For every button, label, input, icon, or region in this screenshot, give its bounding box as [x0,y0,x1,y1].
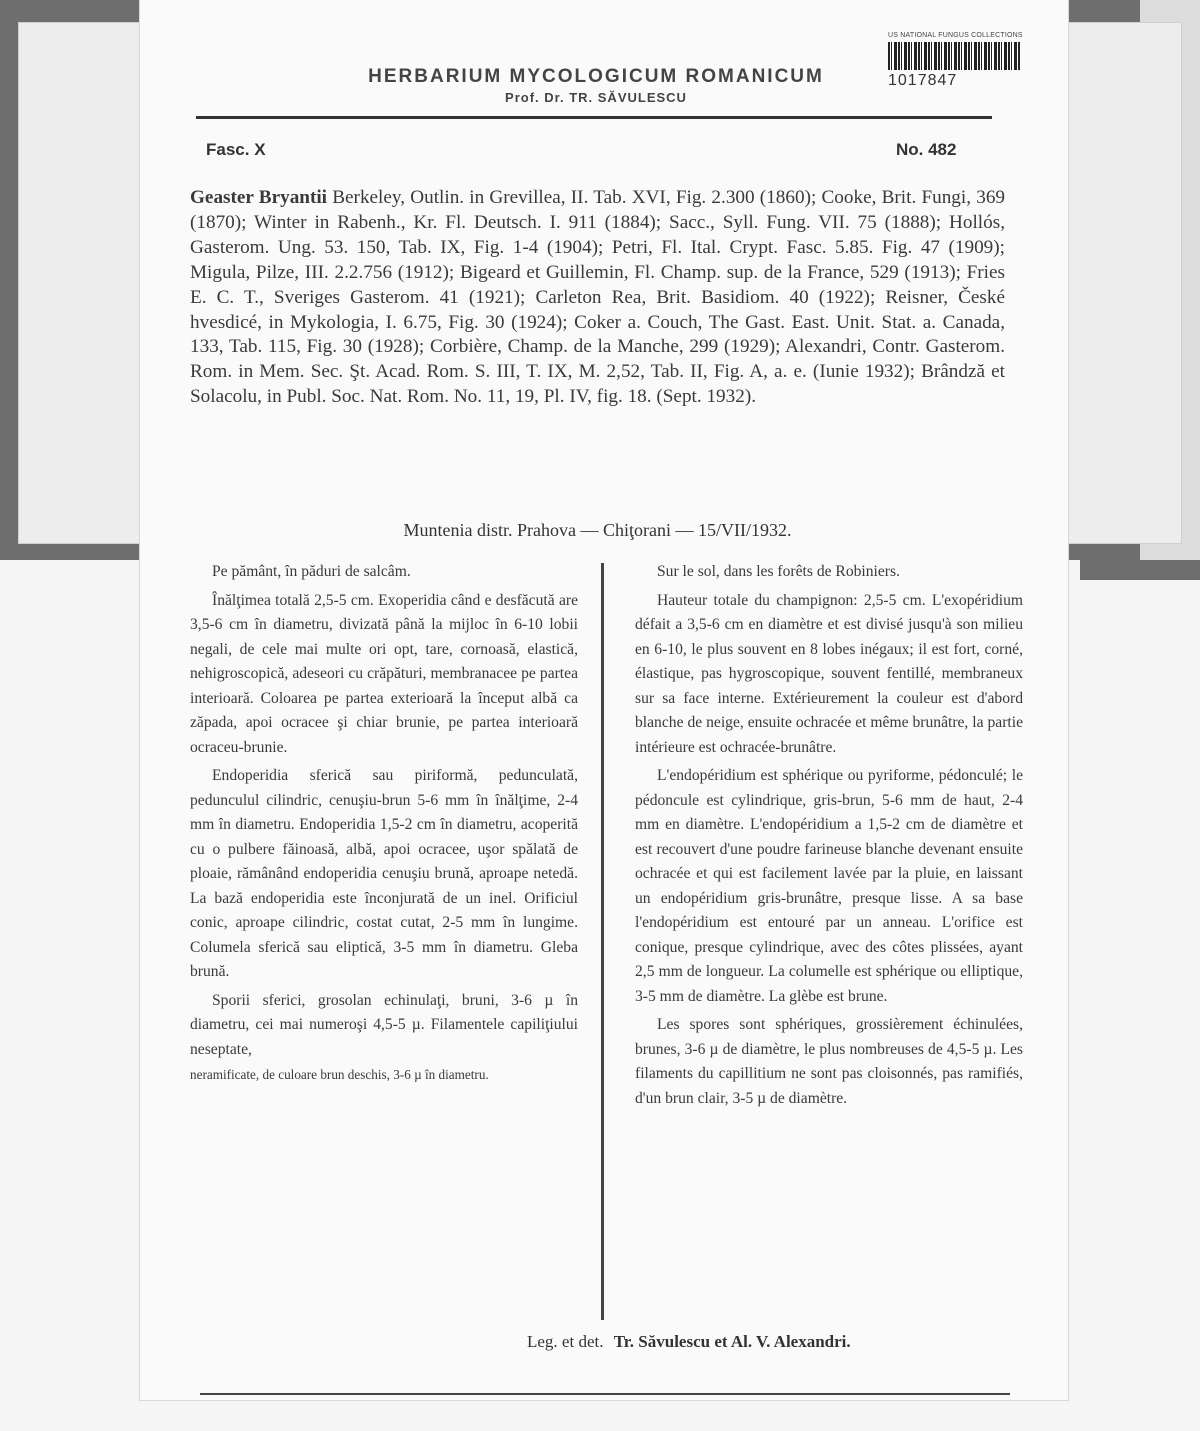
herbarium-title: HERBARIUM MYCOLOGICUM ROMANICUM [368,66,824,87]
citation-text: Berkeley, Outlin. in Grevillea, II. Tab. XVI, Fig. 2.300 (1860); Cooke, Brit. Fungi, 369 (1870); Winter in Rabenh., Kr. Fl. Deutsch. I. 911 (1884); Sacc., Syll. Fung. VII. 75 (1888); Hollós, Gasterom. Ung. 53. 150, Tab. IX, Fig. 1-4 (1904); Petri, Fl. Ital. Crypt. Fasc. 5.85. Fig. 47 (1909); Migula, Pilze, III. 2.2.756 (1912); Bigeard et Guillemin, Fl. Champ. sup. de la France, 529 (1913); Fries E. C. T., Sveriges Gasterom. 41 (1921); Carleton Rea, Brit. Basidiom. 40 (1922); Reisner, České hvesdicé, in Mykologia, I. 6.75, Fig. 30 (1924); Coker a. Couch, The Gast. East. Unit. Stat. a. Canada, 133, Tab. 115, Fig. 30 (1928); Corbière, Champ. de la Manche, 299 (1929); Alexandri, Contr. Gasterom. Rom. in Mem. Sec. Şt. Acad. Rom. S. III, T. IX, M. 2,52, Tab. II, Fig. A, a. e. (Iunie 1932); Brândză et Solacolu, in Publ. Soc. Nat. Rom. No. 11, 19, Pl. IV, fig. 18. (Sept. 1932). [190,187,1006,408]
locality-line: Muntenia distr. Prahova — Chiţorani — 15/VII/1932. [403,520,792,540]
ro-habitat: Pe pământ, în păduri de salcâm. [212,563,411,580]
fr-endoperidium: L'endopéridium est sphérique ou pyriforme, pédonculé; le pédoncule est cylindrique, gris-brun, 5-6 mm de haut, 2-4 mm en diamètre. L'endopéridium a 1,5-2 cm de diamètre et est recouvert d'une poudre farineuse blanche devenant ensuite ochracée et qui est facilement lavée par la pluie, en laissant un endopéridium gris-brunâtre, presque lisse. A sa base l'endopéridium est entouré par un anneau. L'orifice est conique, presque cylindrique, avec des côtes plissées, ayant 2,5 mm de longueur. La columelle est sphérique ou elliptique, 3-5 mm de diamètre. La glèbe est brune. [635,767,1023,1005]
ro-spores-cont: neramificate, de culoare brun deschis, 3-6 µ în diametru. [190,1067,489,1082]
ro-endoperidium: Endoperidia sferică sau piriformă, pedunculată, pedunculul cilindric, cenuşiu-brun 5-6 mm în înălţime, 2-4 mm în diametru. Endoperidia 1,5-2 cm în diametru, acoperită cu o pulbere făinoasă, albă, apoi ocracee, uşor spălată de ploaie, rămânând endoperidia cenuşiu brună, aproape netedă. La bază endoperidia este înconjurată de un inel. Orificiul conic, aproape cilindric, costat cutat, 2-5 mm în lungime. Columela sferică sau eliptică, 3-5 mm în diametru. Gleba brună. [190,767,578,980]
column-divider [601,563,604,1320]
barcode-institution: US NATIONAL FUNGUS COLLECTIONS [888,32,1023,39]
background-edge [1080,560,1200,580]
collector-prefix: Leg. et det. [527,1332,604,1351]
description-french [635,560,1023,1115]
label-bottom-edge [200,1393,1010,1395]
herbarium-subtitle: Prof. Dr. TR. SĂVULESCU [505,90,687,105]
barcode-number: 1017847 [888,72,958,89]
fr-exoperidium: Hauteur totale du champignon: 2,5-5 cm. L'exopéridium défait a 3,5-6 cm en diamètre et est divisé jusqu'à son milieu en 6-10, le plus souvent en 8 lobes inégaux; il est fort, corné, élastique, pas hygroscopique, souvent fentillé, membraneux sur sa face interne. Extérieurement la couleur est d'abord blanche de neige, ensuite ochracée et même brunâtre, la partie intérieure est ochracée-brunâtre. [635,591,1023,756]
fascicle-label: Fasc. X [206,140,266,159]
fr-spores: Les spores sont sphériques, grossièrement échinulées, brunes, 3-6 µ de diamètre, le plus nombreuses de 4,5-5 µ. Les filaments du capillitium ne sont pas cloisonnés, pas ramifiés, d'un brun clair, 3-5 µ de diamètre. [635,1016,1023,1107]
collector-line [527,1332,851,1352]
ro-spores: Sporii sferici, grosolan echinulaţi, bruni, 3-6 µ în diametru, cei mai numeroşi 4,5-5 µ. Filamentele capiliţiului neseptate, [190,991,578,1058]
header-divider [196,116,992,119]
specimen-number: No. 482 [896,140,957,159]
taxon-citation [190,186,1005,410]
description-romanian [190,560,578,1087]
species-name: Geaster Bryantii [190,187,328,208]
fr-habitat: Sur le sol, dans les forêts de Robiniers. [657,563,900,580]
ro-exoperidium: Înălţimea totală 2,5-5 cm. Exoperidia când e desfăcută are 3,5-6 cm în diametru, divizată până la mijloc în 6-10 lobii negali, de cele mai multe ori opt, tare, cornoasă, elastică, nehigroscopică, adeseori cu crăpături, membranacee pe partea interioară. Coloarea pe partea exterioară la început albă ca zăpada, apoi ocracee şi chiar brunie, pe partea interioară ocraceu-brunie. [190,591,578,756]
collector-names: Tr. Săvulescu et Al. V. Alexandri. [613,1332,851,1351]
